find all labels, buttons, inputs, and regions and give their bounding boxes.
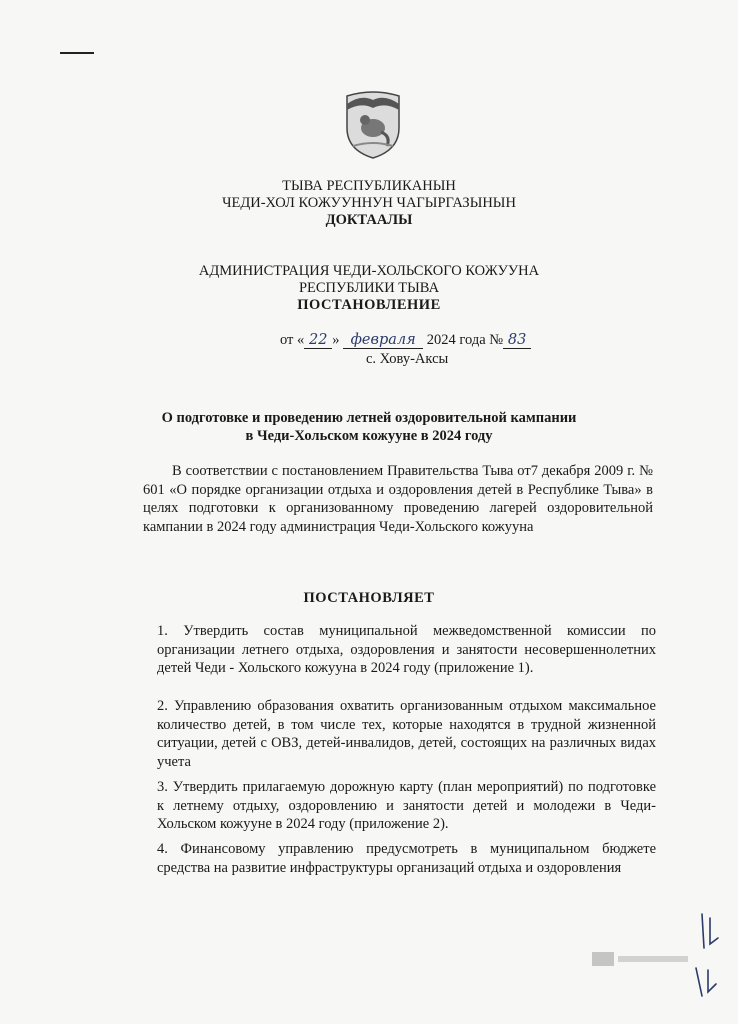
tuvan-header-line2: ЧЕДИ-ХОЛ КОЖУУННУН ЧАГЫРГАЗЫНЫН [222,195,516,211]
date-month-handwritten: февраля [343,332,423,349]
document-date-line [280,332,531,349]
russian-header-line1: АДМИНИСТРАЦИЯ ЧЕДИ-ХОЛЬСКОГО КОЖУУНА [198,263,540,279]
decree-item-1: 1. Утвердить состав муниципальной межведомственной комиссии по организации летнего отдыха, оздоровления и занятости несовершеннолетних детей Чеди - Хольского кожууна в 2024 году (приложение 1). [157,623,656,676]
russian-header-line2: РЕСПУБЛИКИ ТЫВА [298,280,440,296]
document-title-line1: О подготовке и проведению летней оздоровительной кампании [161,410,577,426]
russian-document-type: ПОСТАНОВЛЕНИЕ [297,297,441,313]
handwritten-signature-mark [688,908,728,998]
tuvan-document-type: ДОКТААЛЫ [325,212,413,228]
document-number-handwritten: 83 [503,332,531,349]
date-day-handwritten: 22 [304,332,332,349]
coat-of-arms-emblem [343,90,403,160]
tuvan-header-line1: ТЫВА РЕСПУБЛИКАНЫН [282,178,456,194]
place-of-issue: с. Хову-Аксы [366,351,449,367]
decree-heading: ПОСТАНОВЛЯЕТ [303,590,435,606]
top-left-dash [60,52,94,54]
date-prefix: от « [280,332,305,348]
decree-item-2: 2. Управлению образования охватить организованным отдыхом максимальное количество детей, в том числе тех, которые находятся в трудной жизненной ситуации, детей с ОВЗ, детей-инвалидов, детей, состоящих на различных видах учета [157,698,656,770]
date-mid: » [332,332,340,348]
decree-item-4: 4. Финансовому управлению предусмотреть в муниципальном бюджете средства на развитие инфраструктуры организаций отдыха и оздоровления [157,841,656,876]
document-title-line2: в Чеди-Хольском кожууне в 2024 году [245,428,493,444]
decree-item-3: 3. Утвердить прилагаемую дорожную карту (план мероприятий) по подготовке к летнему отдыху, оздоровлению и занятости детей и молодежи в Чеди-Хольском кожууне в 2024 году (приложение 2). [157,779,656,832]
faint-stamp-mark [592,950,692,968]
preamble-paragraph: В соответствии с постановлением Правительства Тыва от7 декабря 2009 г. № 601 «О порядке организации отдыха и оздоровления детей в Республике Тыва» в целях подготовки к организованному проведению лагерей оздоровительной кампании в 2024 году администрация Чеди-Хольского кожууна [143,463,653,535]
date-year-text: 2024 года № [426,332,504,348]
